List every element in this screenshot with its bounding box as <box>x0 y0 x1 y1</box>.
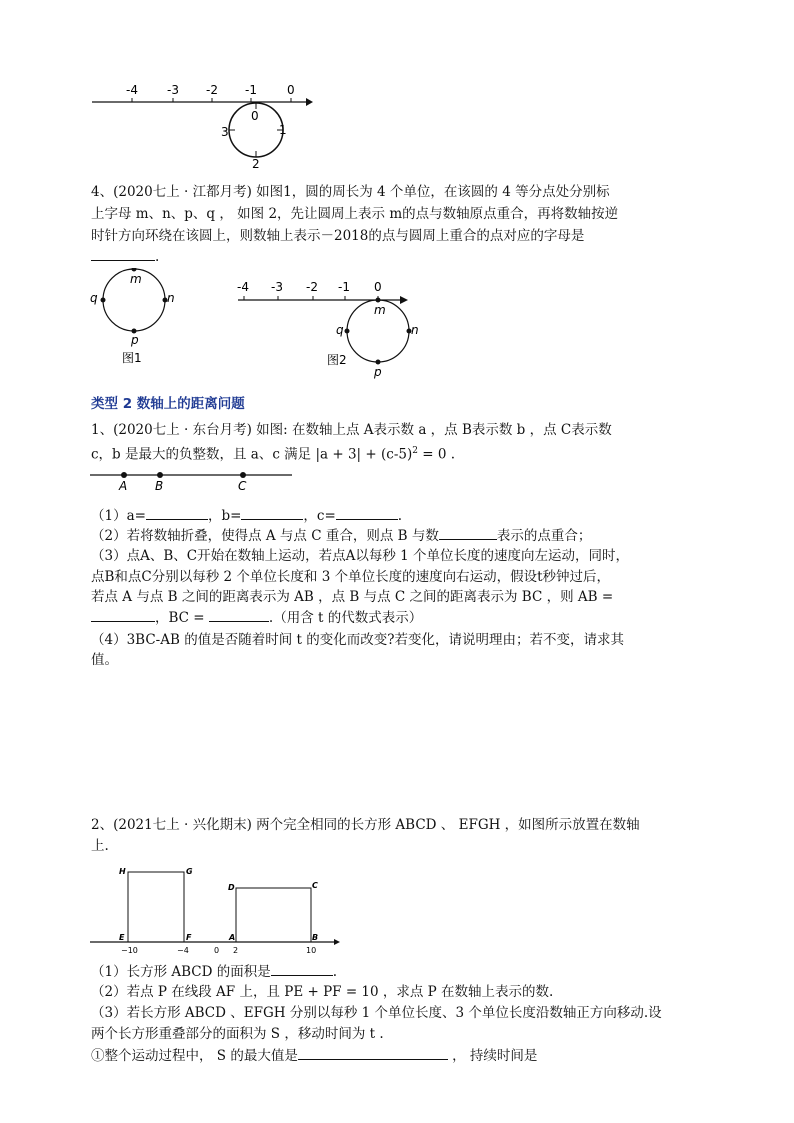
point-A-dot <box>121 472 127 478</box>
point-n: n <box>411 323 419 337</box>
circle-label: 2 <box>252 157 260 171</box>
tick-label: -3 <box>271 280 283 294</box>
p1-q1: （1）a= ，b= ，c= . <box>91 505 402 526</box>
tick-label: −10 <box>121 946 138 955</box>
p1-q3-line-4: ，BC = .（用含 t 的代数式表示） <box>91 607 422 628</box>
label-B: B <box>312 933 319 942</box>
tick-label: 0 <box>287 83 295 97</box>
point-q: q <box>90 291 98 305</box>
tick-label: 10 <box>306 946 317 955</box>
p1-number-line <box>88 466 298 492</box>
answer-blank[interactable] <box>271 961 333 976</box>
p1-q3-line-1: （3）点A、B、C开始在数轴上运动，若点A以每秒 1 个单位长度的速度向左运动，同时， <box>91 548 630 564</box>
p1-q2: （2）若将数轴折叠，使得点 A 与点 C 重合，则点 B 与数 表示的点重合； <box>91 525 591 546</box>
q4-line-1: 4、(2020七上 · 江都月考) 如图1，圆的周长为 4 个单位，在该圆的 4 等分点处分别标 <box>91 184 610 200</box>
tick-label: -1 <box>338 280 350 294</box>
tick-label: -4 <box>126 83 138 97</box>
p1-q3-line-2: 点B和点C分别以每秒 2 个单位长度和 3 个单位长度的速度向右运动，假设t秒钟过后， <box>91 569 611 585</box>
point-m: m <box>130 272 142 286</box>
answer-blank-bc[interactable] <box>209 607 269 622</box>
tick-label: -3 <box>167 83 179 97</box>
p2-rectangles-figure <box>88 860 348 956</box>
label-G: G <box>186 867 193 876</box>
circle-label: 3 <box>221 125 229 139</box>
answer-blank[interactable] <box>91 246 155 261</box>
answer-blank-max[interactable] <box>298 1045 448 1060</box>
q4-line-2: 上字母 m、n、p、q ， 如图 2，先让圆周上表示 m的点与数轴原点重合，再将数轴按逆 <box>91 206 619 222</box>
p1-line-1: 1、(2020七上 · 东台月考) 如图: 在数轴上点 A表示数 a ，点 B表示数 b ，点 C表示数 <box>91 422 612 438</box>
p2-q3-line-2: 两个长方形重叠部分的面积为 S ，移动时间为 t . <box>91 1026 384 1042</box>
p1-q3-line-3: 若点 A 与点 B 之间的距离表示为 AB ，点 B 与点 C 之间的距离表示为 BC ，则 AB = <box>91 589 614 605</box>
point-p: p <box>131 333 139 347</box>
q4-line-3: 时针方向环绕在该圆上，则数轴上表示－2018的点与圆周上重合的点对应的字母是 <box>91 228 585 244</box>
answer-blank-ab[interactable] <box>91 607 155 622</box>
tick-label: 0 <box>214 946 220 955</box>
label-C: C <box>312 881 318 890</box>
p2-line-2: 上. <box>91 838 109 854</box>
p2-q3-line-1: （3）若长方形 ABCD 、EFGH 分别以每秒 1 个单位长度、3 个单位长度沿数轴正方向移动.设 <box>91 1005 662 1021</box>
circle-label: 0 <box>251 109 259 123</box>
label-H: H <box>119 867 126 876</box>
p2-q1: （1）长方形 ABCD 的面积是 . <box>91 961 337 982</box>
section-heading: 类型 2 数轴上的距离问题 <box>91 396 245 412</box>
tick-label: -2 <box>306 280 318 294</box>
point-C-label: C <box>238 479 247 492</box>
tick-label: -2 <box>206 83 218 97</box>
p2-line-1: 2、(2021七上 · 兴化期末) 两个完全相同的长方形 ABCD 、 EFGH ，如图所示放置在数轴 <box>91 817 640 833</box>
circle-label: 1 <box>279 123 287 137</box>
axis-arrow <box>306 98 313 106</box>
rectangle-ABCD <box>236 888 311 942</box>
answer-blank-a[interactable] <box>146 505 208 520</box>
answer-blank-c[interactable] <box>336 505 398 520</box>
figure-2-number-line <box>232 276 422 382</box>
figure-caption: 图1 <box>122 351 142 365</box>
point-p: p <box>374 365 382 379</box>
answer-blank[interactable] <box>439 525 497 540</box>
tick-label: 2 <box>233 946 239 955</box>
point-B-dot <box>157 472 163 478</box>
point-q: q <box>336 323 344 337</box>
p2-q3-line-3: ①整个运动过程中， S 的最大值是 ， 持续时间是 <box>91 1045 537 1066</box>
figure-1-circle <box>86 268 176 370</box>
p1-q4-line-2: 值。 <box>91 652 118 668</box>
p1-q4-line-1: （4）3BC-AB 的值是否随着时间 t 的变化而改变?若变化，请说明理由；若不变，请求其 <box>91 632 624 648</box>
point-n: n <box>167 291 175 305</box>
label-E: E <box>119 933 125 942</box>
p2-q2: （2）若点 P 在线段 AF 上，且 PE + PF = 10 ，求点 P 在数轴上表示的数. <box>91 984 554 1000</box>
label-A: A <box>229 933 236 942</box>
point-B-label: B <box>155 479 164 492</box>
tick-label: −4 <box>177 946 189 955</box>
tick-label: -4 <box>237 280 249 294</box>
label-D: D <box>228 883 235 892</box>
point-A-label: A <box>119 479 128 492</box>
p1-line-2: c，b 是最大的负整数，且 a、c 满足 $|a + 3| + (c-5)^2 = 0$ . <box>91 446 456 463</box>
point-C-dot <box>240 472 246 478</box>
tick-label: 0 <box>374 280 382 294</box>
figure-caption: 图2 <box>327 353 347 367</box>
answer-blank-b[interactable] <box>241 505 303 520</box>
tick-label: -1 <box>245 83 257 97</box>
top-number-line-figure <box>88 80 313 172</box>
point-m: m <box>374 303 386 317</box>
q4-line-4: . <box>91 246 159 267</box>
label-F: F <box>186 933 192 942</box>
rectangle-EFGH <box>128 872 184 942</box>
